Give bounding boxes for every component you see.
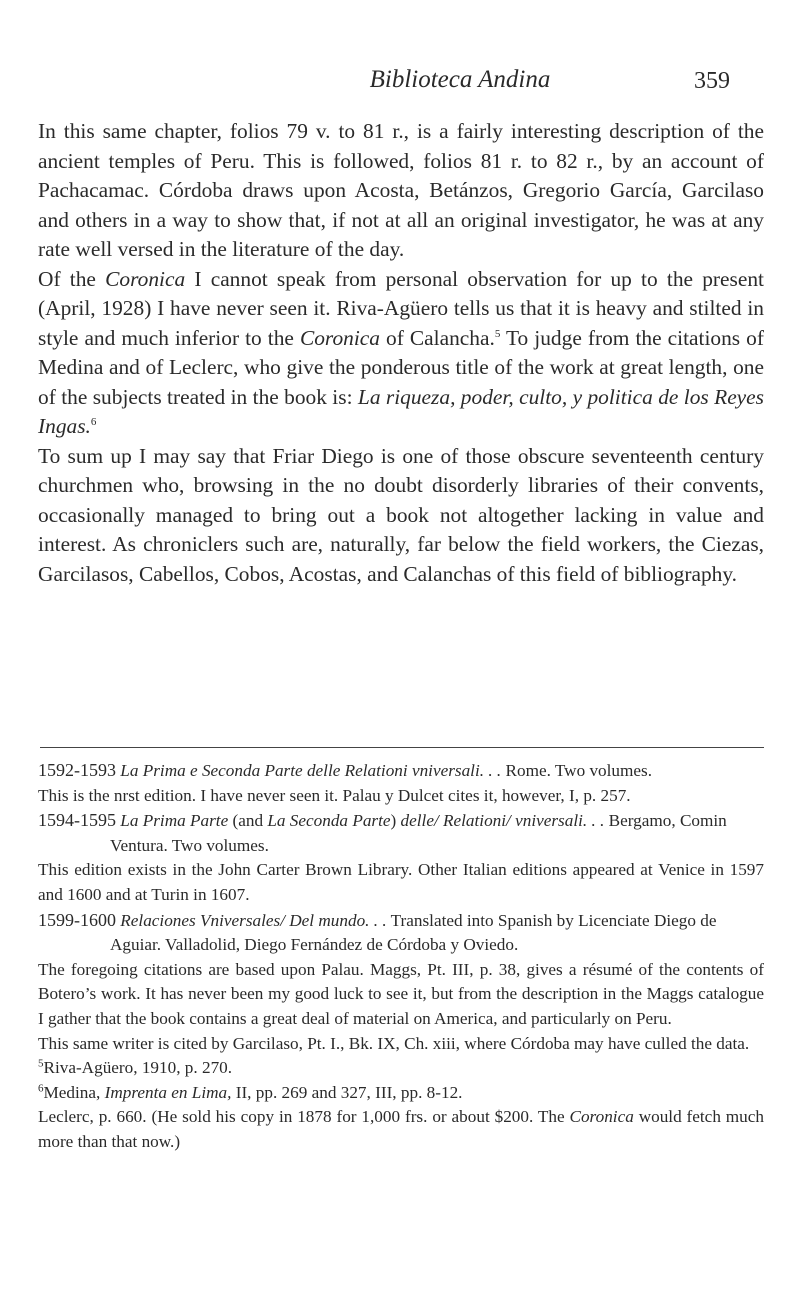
text-run: (and	[228, 811, 268, 831]
paragraph-coronica	[38, 265, 764, 442]
footnote-mark: 5	[38, 1057, 44, 1070]
running-title: Biblioteca Andina	[369, 66, 551, 93]
entry-imprint: Translated into Spanish by Licenciate Diego de Aguiar. Valladolid, Diego Fernández de Córdoba y Oviedo.	[110, 910, 717, 955]
text-run: II, pp. 269 and 327, III, pp. 8-12.	[231, 1082, 463, 1102]
italic-title: Imprenta en Lima,	[104, 1082, 232, 1102]
paragraph-temples	[38, 117, 764, 265]
section-divider	[40, 747, 764, 748]
bibliography-entry	[38, 908, 764, 958]
entry-imprint: Rome. Two volumes.	[501, 761, 652, 780]
footnote	[38, 1081, 764, 1106]
footnote-mark: 6	[90, 415, 97, 428]
entry-year: 1599-1600	[38, 909, 116, 930]
entry-note: This edition exists in the John Carter Brown Library. Other Italian editions appeared at Venice in 1597 and 1600 and at Turin in 1607.	[38, 860, 764, 904]
bibliography-entry	[38, 808, 764, 858]
entry-note: The foregoing citations are based upon Palau. Maggs, Pt. III, p. 38, gives a résumé of the contents of Botero’s work. It has never been my good luck to see it, but from the description in the Maggs catalogue I gather that the book contains a great deal of material on America, and particularly on Peru.	[38, 959, 764, 1028]
text-run: Medina,	[43, 1082, 105, 1102]
entry-title: La Prima Parte	[120, 811, 229, 831]
text-run: )	[390, 811, 401, 831]
bibliography-notes	[38, 758, 764, 1155]
paragraph-text: In this same chapter, folios 79 v. to 81 r., is a fairly interesting description of the ancient temples of Peru. This is followed, folios 81 r. to 82 r., by an account of Pachacamac. Córdoba draws upon Acosta, Betánzos, Gregorio García, Garcilaso and others in a way to show that, if not at all an original investigator, he was at any rate well versed in the literature of the day.	[38, 119, 764, 261]
entry-title: delle/ Relationi/ vniversali. . .	[400, 811, 605, 831]
bibliography-entry	[38, 758, 764, 784]
text-run: Of the	[38, 266, 106, 291]
footnote-mark: 6	[38, 1081, 44, 1094]
text-run: Leclerc, p. 660. (He sold his copy in 1878 for 1,000 frs. or about $200. The	[38, 1107, 570, 1127]
entry-year: 1594-1595	[38, 810, 116, 831]
footnote-text: Riva-Agüero, 1910, p. 270.	[43, 1058, 233, 1078]
entry-title: Relaciones Vniversales/ Del mundo. . .	[120, 910, 387, 930]
entry-imprint: Bergamo, Comin Ventura. Two volumes.	[110, 811, 727, 855]
entry-title: La Prima e Seconda Parte delle Relationi vniversali. . .	[120, 761, 502, 780]
italic-title: La riqueza, poder, culto, y politica de los Reyes Ingas.	[38, 384, 764, 438]
text-run: would fetch much more than that now.)	[38, 1107, 764, 1151]
footnote	[38, 1056, 764, 1081]
entry-note	[38, 1105, 764, 1154]
entry-note: This same writer is cited by Garcilaso, Pt. I., Bk. IX, Ch. xiii, where Córdoba may have culled the data.	[38, 1033, 750, 1053]
footnote-mark: 5	[494, 327, 501, 340]
text-run: I cannot speak from personal observation for up to the present (April, 1928) I have never seen it. Riva-Agüero tells us that it is heavy and stilted in style and much inferior to the	[38, 266, 764, 350]
italic-title: Coronica	[105, 266, 186, 291]
text-run: of Calancha.	[380, 325, 495, 350]
paragraph-summary	[38, 442, 764, 590]
italic-title: Coronica	[299, 325, 380, 350]
entry-title: La Seconda Parte	[267, 811, 391, 831]
text-run: To judge from the citations of Medina and of Leclerc, who give the ponderous title of the work at great length, one of the subjects treated in the book is:	[38, 325, 764, 409]
running-header	[250, 66, 730, 100]
paragraph-text: To sum up I may say that Friar Diego is one of those obscure seventeenth century churchmen who, browsing in the no doubt disorderly libraries of their convents, occasionally managed to bring out a book not altogether lacking in value and interest. As chroniclers such are, naturally, far below the field workers, the Ciezas, Garcilasos, Cabellos, Cobos, Acostas, and Calanchas of this field of bibliography.	[38, 443, 764, 586]
entry-note: This is the nrst edition. I have never seen it. Palau y Dulcet cites it, however, I, p. 257.	[38, 785, 631, 805]
page-number: 359	[694, 68, 730, 94]
italic-title: Coronica	[569, 1107, 634, 1127]
entry-year: 1592-1593	[38, 760, 116, 780]
main-text	[38, 117, 764, 589]
